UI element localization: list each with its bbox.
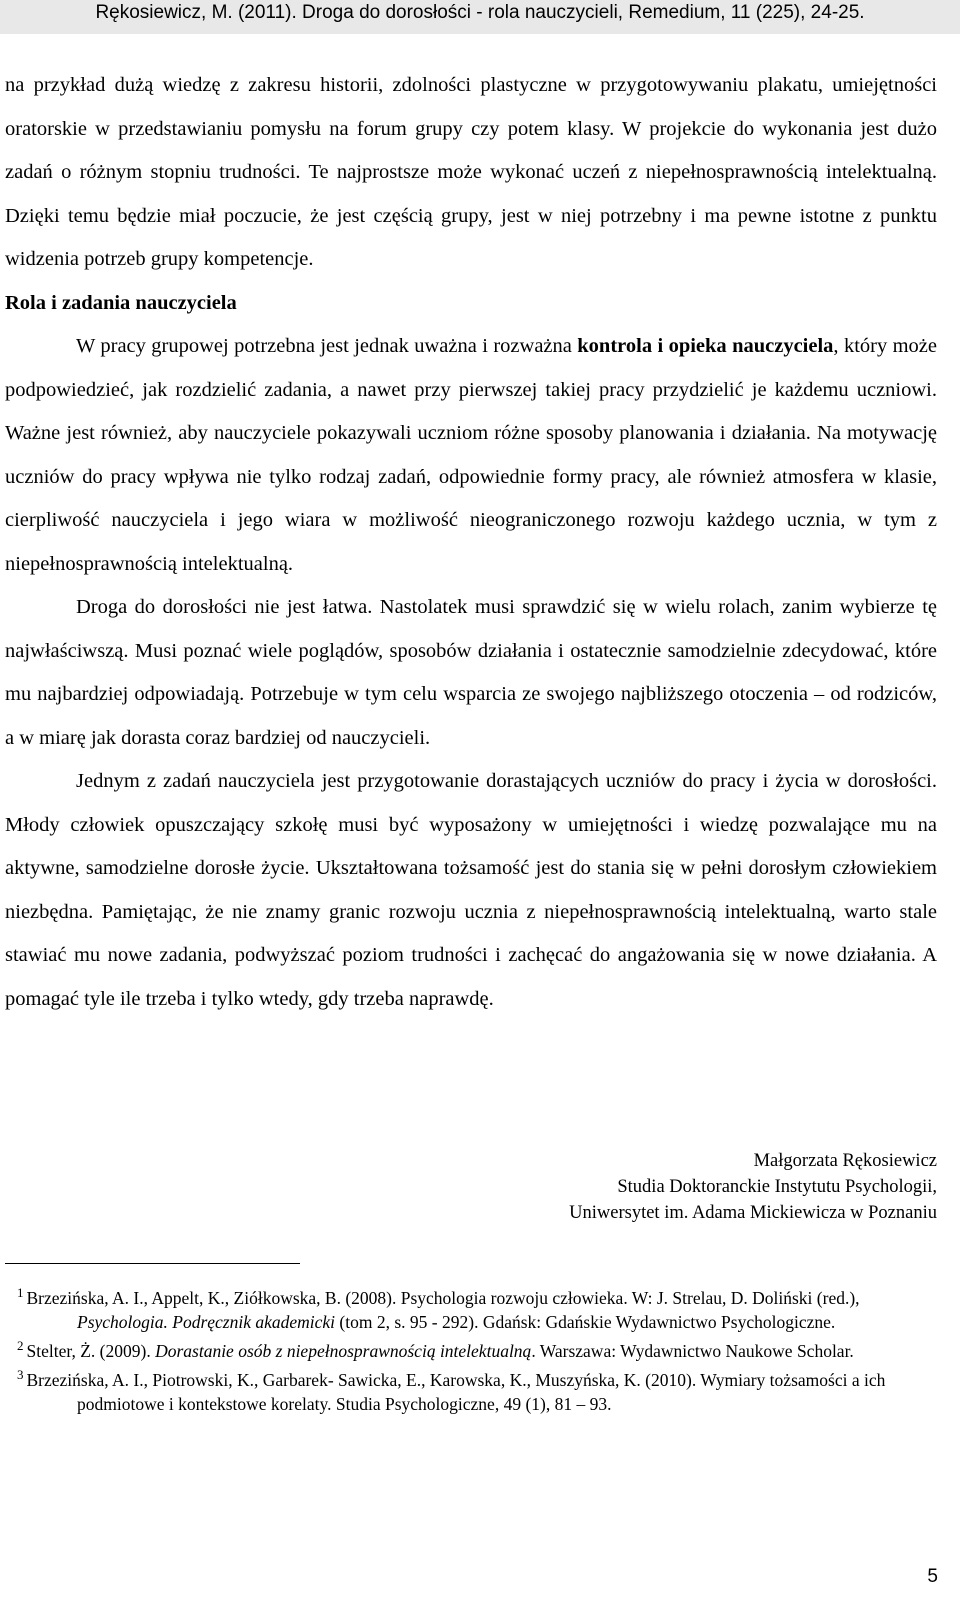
footnote-italic: Psychologia. Podręcznik akademicki <box>77 1312 336 1332</box>
paragraph-road-to-adulthood: Droga do dorosłości nie jest łatwa. Nastolatek musi sprawdzić się w wielu rolach, zanim wybierze tę najwłaściwszą. Musi poznać wiele poglądów, sposobów działania i ostatecznie samodzielnie zdecydować, które mu najbardziej odpowiadają. Potrzebuje w tym celu wsparcia ze swojego najbliższego otoczenia – od rodziców, a w miarę jak dorasta coraz bardziej od nauczycieli. <box>5 596 937 749</box>
footnote-item <box>5 1368 905 1416</box>
page-number: 5 <box>927 1566 938 1587</box>
footnote-text: Stelter, Ż. (2009). <box>26 1341 156 1361</box>
author-university: Uniwersytet im. Adama Mickiewicza w Poznaniu <box>569 1203 937 1223</box>
section-heading: Rola i zadania nauczyciela <box>5 291 237 314</box>
author-signature <box>337 1148 937 1226</box>
footnote-text: Brzezińska, A. I., Appelt, K., Ziółkowska, B. (2008). Psychologia rozwoju człowieka. W: J. Strelau, D. Doliński (red.), <box>26 1288 860 1308</box>
author-name: Małgorzata Rękosiewicz <box>753 1151 937 1171</box>
footnote-text: . Warszawa: Wydawnictwo Naukowe Scholar. <box>531 1341 854 1361</box>
running-header-citation: Rękosiewicz, M. (2011). Droga do dorosłości - rola nauczycieli, Remedium, 11 (225), 24-25. <box>0 0 960 34</box>
paragraph-teacher-role <box>5 325 937 586</box>
paragraph-project-work: na przykład dużą wiedzę z zakresu historii, zdolności plastyczne w przygotowywaniu plakatu, umiejętności oratorskie w przedstawianiu pomysłu na forum grupy czy potem klasy. W projekcie do wykonania jest dużo zadań o różnym stopniu trudności. Te najprostsze może wykonać uczeń z niepełnosprawnością intelektualną. Dzięki temu będzie miał poczucie, że jest częścią grupy, jest w niej potrzebny i ma pewne istotne z punktu widzenia potrzeb grupy kompetencje. <box>5 74 937 270</box>
paragraph-text: W pracy grupowej potrzebna jest jednak uważna i rozważna <box>76 335 578 357</box>
footnote-text: (tom 2, s. 95 - 292). Gdańsk: Gdańskie Wydawnictwo Psychologiczne. <box>335 1312 836 1332</box>
footnote-italic: Dorastanie osób z niepełnosprawnością intelektualną <box>155 1341 532 1361</box>
bold-phrase: kontrola i opieka nauczyciela <box>577 335 834 357</box>
footnote-number: 3 <box>17 1367 24 1383</box>
footnote-separator <box>5 1263 300 1264</box>
article-body <box>5 64 937 1021</box>
footnote-number: 2 <box>17 1338 24 1354</box>
author-affiliation: Studia Doktoranckie Instytutu Psychologii, <box>617 1177 937 1197</box>
footnote-item <box>5 1286 905 1334</box>
paragraph-teacher-tasks: Jednym z zadań nauczyciela jest przygotowanie dorastających uczniów do pracy i życia w dorosłości. Młody człowiek opuszczający szkołę musi być wyposażony w umiejętności i wiedzę pozwalające mu na aktywne, samodzielne dorosłe życie. Ukształtowana tożsamość jest do stania się w pełni dorosłym człowiekiem niezbędna. Pamiętając, że nie znamy granic rozwoju ucznia z niepełnosprawnością intelektualną, warto stale stawiać mu nowe zadania, podwyższać poziom trudności i zachęcać do angażowania się w nowe działania. A pomagać tyle ile trzeba i tylko wtedy, gdy trzeba naprawdę. <box>5 770 937 1010</box>
footnote-text: Brzezińska, A. I., Piotrowski, K., Garbarek- Sawicka, E., Karowska, K., Muszyńska, K. (2010). Wymiary tożsamości a ich podmiotowe i kontekstowe korelaty. Studia Psychologiczne, 49 (1), 81 – 93. <box>26 1370 886 1414</box>
footnote-item <box>5 1339 905 1363</box>
footnotes <box>5 1286 905 1421</box>
footnote-number: 1 <box>17 1285 24 1301</box>
paragraph-text: , który może podpowiedzieć, jak rozdzielić zadania, a nawet przy pierwszej takiej pracy przydzielić je każdemu uczniowi. Ważne jest również, aby nauczyciele pokazywali uczniom różne sposoby planowania i działania. Na motywację uczniów do pracy wpływa nie tylko rodzaj zadań, odpowiednie formy pracy, ale również atmosfera w klasie, cierpliwość nauczyciela i jego wiara w możliwość nieograniczonego rozwoju każdego ucznia, w tym z niepełnosprawnością intelektualną. <box>5 335 938 575</box>
